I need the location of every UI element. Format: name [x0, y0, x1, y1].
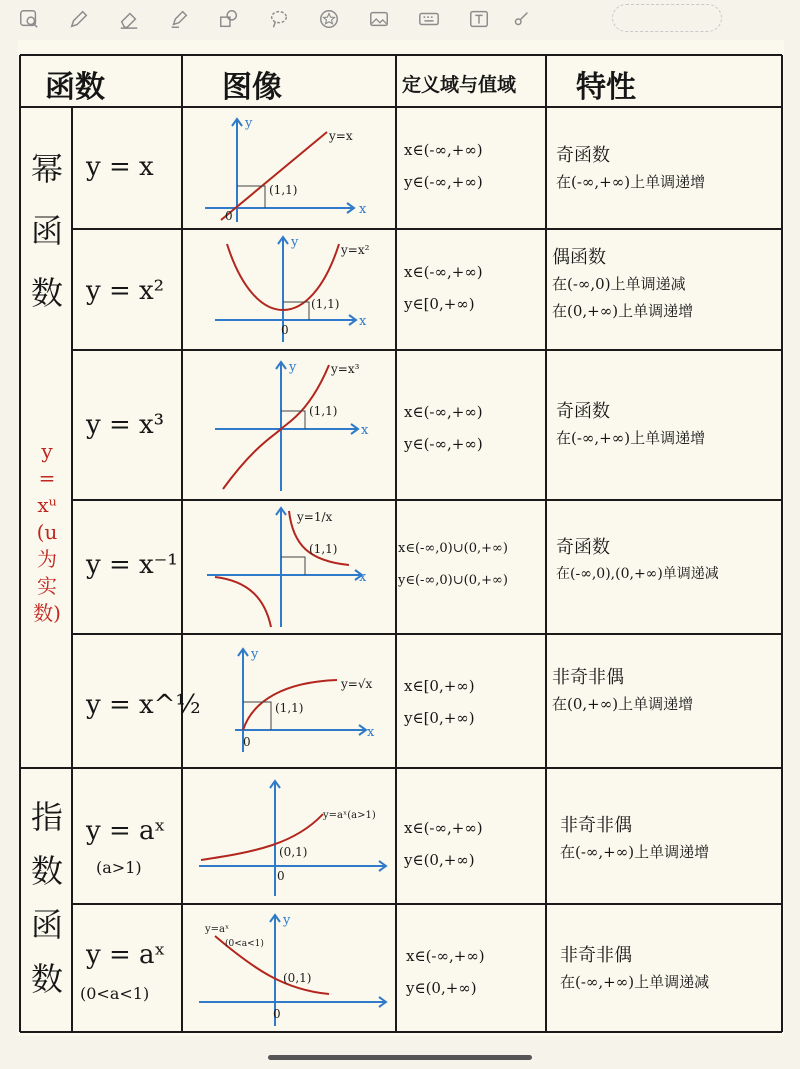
domain-range-cell: x∈[0,+∞) y∈[0,+∞) — [404, 677, 475, 727]
svg-text:y: y — [289, 360, 297, 375]
properties-cell: 非奇非偶 在(-∞,+∞)上单调递增 — [560, 815, 710, 861]
domain-range-cell: x∈(-∞,0)∪(0,+∞) y∈(-∞,0)∪(0,+∞) — [398, 541, 508, 588]
graph-exponential-decay — [195, 910, 395, 1028]
svg-text:(1,1): (1,1) — [309, 404, 338, 418]
svg-text:y=√x: y=√x — [341, 677, 373, 691]
domain-range-cell: x∈(-∞,+∞) y∈(-∞,+∞) — [404, 403, 483, 453]
svg-text:y=1/x: y=1/x — [297, 510, 333, 524]
svg-text:y: y — [283, 913, 291, 928]
svg-text:(0<a<1): (0<a<1) — [225, 939, 264, 949]
svg-text:x: x — [359, 202, 367, 217]
formula-cell: y = x³ — [86, 410, 165, 440]
svg-text:0: 0 — [243, 735, 251, 749]
properties-cell: 奇函数 在(-∞,+∞)上单调递增 — [556, 145, 706, 191]
home-indicator[interactable] — [268, 1055, 532, 1060]
svg-text:(1,1): (1,1) — [309, 542, 338, 556]
svg-text:y: y — [291, 235, 299, 250]
domain-range-cell: x∈(-∞,+∞) y∈(0,+∞) — [404, 819, 483, 869]
svg-text:(1,1): (1,1) — [311, 297, 340, 311]
properties-cell: 非奇非偶 在(-∞,+∞)上单调递减 — [560, 945, 710, 991]
group-label-exponential: 指 数 函 数 — [30, 798, 63, 998]
svg-text:y=aˣ(a>1): y=aˣ(a>1) — [323, 810, 376, 821]
header-graph: 图像 — [222, 70, 282, 105]
header-domain-range: 定义域与值域 — [402, 74, 517, 96]
formula-cell: y = aˣ — [86, 816, 166, 846]
svg-text:(0,1): (0,1) — [279, 845, 308, 859]
formula-cell: y = x² — [86, 276, 165, 306]
svg-text:y=aˣ: y=aˣ — [205, 924, 230, 935]
properties-cell: 偶函数 在(-∞,0)上单调递减 在(0,+∞)上单调递增 — [552, 247, 694, 320]
header-properties: 特性 — [576, 70, 636, 105]
header-function: 函数 — [45, 70, 105, 105]
condition-label: (a>1) — [96, 858, 142, 877]
svg-text:y: y — [251, 647, 259, 662]
properties-cell: 非奇非偶 在(0,+∞)上单调递增 — [552, 667, 694, 713]
domain-range-cell: x∈(-∞,+∞) y∈[0,+∞) — [404, 263, 483, 313]
svg-text:y=x: y=x — [329, 129, 353, 143]
graph-sqrt — [205, 640, 385, 762]
properties-cell: 奇函数 在(-∞,+∞)上单调递增 — [556, 401, 706, 447]
formula-cell: y = x⁻¹ — [86, 550, 178, 580]
svg-text:y=x²: y=x² — [341, 243, 370, 257]
formula-cell: y = aˣ — [86, 940, 166, 970]
svg-text:y=x³: y=x³ — [331, 362, 360, 376]
svg-text:y: y — [245, 116, 253, 131]
svg-text:(1,1): (1,1) — [269, 183, 298, 197]
power-exponent-note: y = xᵘ (u 为 实 数) — [33, 439, 61, 625]
svg-text:0: 0 — [281, 323, 289, 337]
formula-cell: y = x^½ — [86, 690, 201, 720]
svg-text:0: 0 — [273, 1007, 281, 1021]
svg-text:x: x — [359, 314, 367, 329]
svg-text:0: 0 — [225, 209, 233, 223]
svg-text:x: x — [361, 423, 369, 438]
domain-range-cell: x∈(-∞,+∞) y∈(-∞,+∞) — [404, 141, 483, 191]
svg-text:(0,1): (0,1) — [283, 971, 312, 985]
graph-linear — [205, 112, 385, 224]
svg-text:(1,1): (1,1) — [275, 701, 304, 715]
formula-cell: y = x — [86, 152, 154, 182]
svg-text:x: x — [367, 725, 375, 740]
graph-square — [205, 232, 385, 344]
graph-exponential-growth — [195, 774, 395, 900]
domain-range-cell: x∈(-∞,+∞) y∈(0,+∞) — [406, 947, 485, 997]
graph-cube — [205, 355, 385, 495]
graph-reciprocal — [205, 505, 385, 629]
svg-text:x: x — [359, 570, 367, 585]
condition-label: (0<a<1) — [80, 984, 150, 1003]
group-label-power: 幂 函 数 — [30, 150, 63, 312]
svg-text:0: 0 — [277, 869, 285, 883]
properties-cell: 奇函数 在(-∞,0),(0,+∞)单调递减 — [556, 537, 719, 582]
